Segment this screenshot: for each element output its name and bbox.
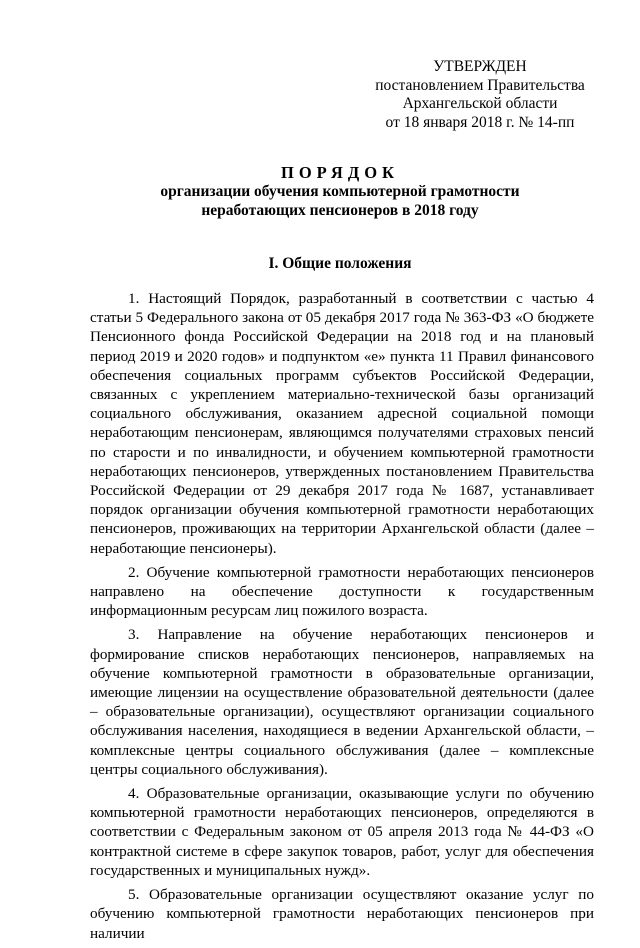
approval-authority: постановлением Правительства: [375, 76, 585, 94]
approval-block: [360, 58, 600, 132]
paragraph-1: 1. Настоящий Порядок, разработанный в соответствии с частью 4 статьи 5 Федерального закона от 05 декабря 2017 года № 363-ФЗ «О бюджете Пенсионного фонда Российской Федерации на 2018 год и на плановый период 2019 и 2020 годов» и подпунктом «е» пункта 11 Правил финансового обеспечения социальных программ субъектов Российской Федерации, связанных с укреплением материально-технической базы организаций социального обслуживания, оказанием адресной социальной помощи неработающим пенсионерам, являющимся получателями страховых пенсий по старости и по инвалидности, и обучением компьютерной грамотности неработающих пенсионеров, утвержденных постановлением Правительства Российской Федерации от 29 декабря 2017 года № 1687, устанавливает порядок организации обучения компьютерной грамотности неработающих пенсионеров, проживающих на территории Архангельской области (далее – неработающие пенсионеры).: [90, 290, 594, 557]
approval-region: Архангельской области: [402, 95, 558, 112]
paragraph-5: 5. Образовательные организации осуществляют оказание услуг по обучению компьютерной грамотности неработающих пенсионеров при наличии: [90, 886, 594, 942]
approval-date-number: от 18 января 2018 г. № 14-пп: [385, 113, 575, 131]
approval-status: УТВЕРЖДЕН: [433, 58, 527, 75]
document-title-block: [60, 163, 620, 220]
document-subtitle-line-2: неработающих пенсионеров в 2018 году: [201, 201, 479, 219]
paragraph-4: 4. Образовательные организации, оказывающие услуги по обучению компьютерной грамотности неработающих пенсионеров, определяются в соответствии с Федеральным законом от 05 апреля 2013 года № 44-ФЗ «О контрактной системе в сфере закупок товаров, работ, услуг для обеспечения государственных и муниципальных нужд».: [90, 785, 594, 879]
paragraph-3: 3. Направление на обучение неработающих пенсионеров и формирование списков неработающих пенсионеров, направляемых на обучение компьютерной грамотности в образовательные организации, имеющие лицензии на осуществление образовательной деятельности (далее – образовательные организации), осуществляют организации социального обслуживания населения, находящиеся в ведении Архангельской области, – комплексные центры социального обслуживания (далее – комплексные центры социального обслуживания).: [90, 626, 594, 778]
document-subtitle-line-1: организации обучения компьютерной грамотности: [160, 183, 520, 200]
paragraph-2: 2. Обучение компьютерной грамотности неработающих пенсионеров направлено на обеспечение доступности к государственным информационным ресурсам лиц пожилого возраста.: [90, 563, 594, 620]
document-title: ПОРЯДОК: [281, 163, 399, 182]
section-heading: I. Общие положения: [268, 255, 412, 272]
document-body: [90, 289, 594, 948]
